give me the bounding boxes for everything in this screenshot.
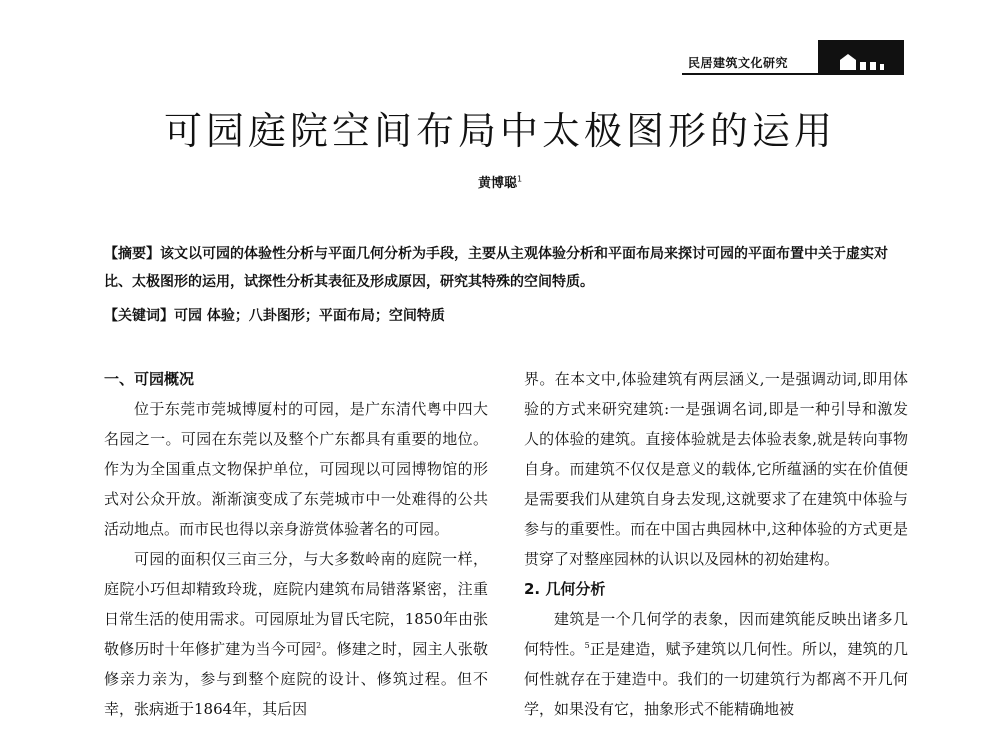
journal-section-title: 民居建筑文化研究: [688, 56, 789, 70]
keywords: 【关键词】可园 体验；八卦图形；平面布局；空间特质: [104, 308, 445, 324]
paragraph-overview-1: 位于东莞市莞城博厦村的可园，是广东清代粤中四大名园之一。可园在东莞以及整个广东都具有重要的地位。作为为全国重点文物保护单位，可园现以可园博物馆的形式对公众开放。渐渐演变成了东莞城市中一处难得的公共活动地点。而市民也得以亲身游赏体验著名的可园。: [104, 400, 488, 538]
paragraph-experience: 界。在本文中,体验建筑有两层涵义,一是强调动词,即用体验的方式来研究建筑:一是强调名词,即是一种引导和激发人的体验的建筑。直接体验就是去体验表象,就是转向事物自身。而建筑不仅仅是意义的载体,它所蕴涵的实在价值便是需要我们从建筑自身去发现,这就要求了在建筑中体验与参与的重要性。而在中国古典园林中,这种体验的方式更是贯穿了对整座园林的认识以及园林的初始建构。: [524, 370, 908, 568]
journal-logo-icon: [818, 40, 904, 74]
article-title: 可园庭院空间布局中太极图形的运用: [163, 109, 836, 153]
left-column: [104, 364, 488, 724]
footnote-ref: 2: [316, 641, 322, 650]
paragraph-overview-2: [104, 544, 488, 724]
paragraph-text: 可园的面积仅三亩三分，与大多数岭南的庭院一样，庭院小巧但却精致玲珑，庭院内建筑布局错落紧密，注重日常生活的使用需求。可园原址为冒氏宅院，1850年由张敬修历时十年修扩建为当今可园: [104, 550, 488, 658]
paragraph-text: 建筑是一个几何学的表象，因而建筑能反映出诸多几何特性。: [524, 610, 908, 658]
author-footnote-mark: 1: [517, 174, 523, 184]
section-heading-overview: 一、可园概况: [104, 370, 195, 388]
paragraph-text: 。修建之时，园主人张敬修亲力亲为，参与到整个庭院的设计、修筑过程。但不幸，张病逝于1864年，其后因: [104, 640, 488, 718]
section-heading-geometry: 2. 几何分析: [524, 580, 606, 598]
paragraph-text: 正是建造，赋予建筑以几何性。所以，建筑的几何性就存在于建造中。我们的一切建筑行为都离不开几何学，如果没有它，抽象形式不能精确地被: [524, 640, 908, 718]
right-column: [524, 364, 908, 724]
abstract: 【摘要】该文以可园的体验性分析与平面几何分析为手段，主要从主观体验分析和平面布局来探讨可园的平面布置中关于虚实对比、太极图形的运用，试探性分析其表征及形成原因，研究其特殊的空间特质。: [104, 246, 888, 290]
author-line: [478, 172, 522, 191]
footnote-ref: 5: [584, 641, 590, 650]
author-name: 黄博聪: [478, 176, 518, 191]
paragraph-geometry: [524, 604, 908, 724]
